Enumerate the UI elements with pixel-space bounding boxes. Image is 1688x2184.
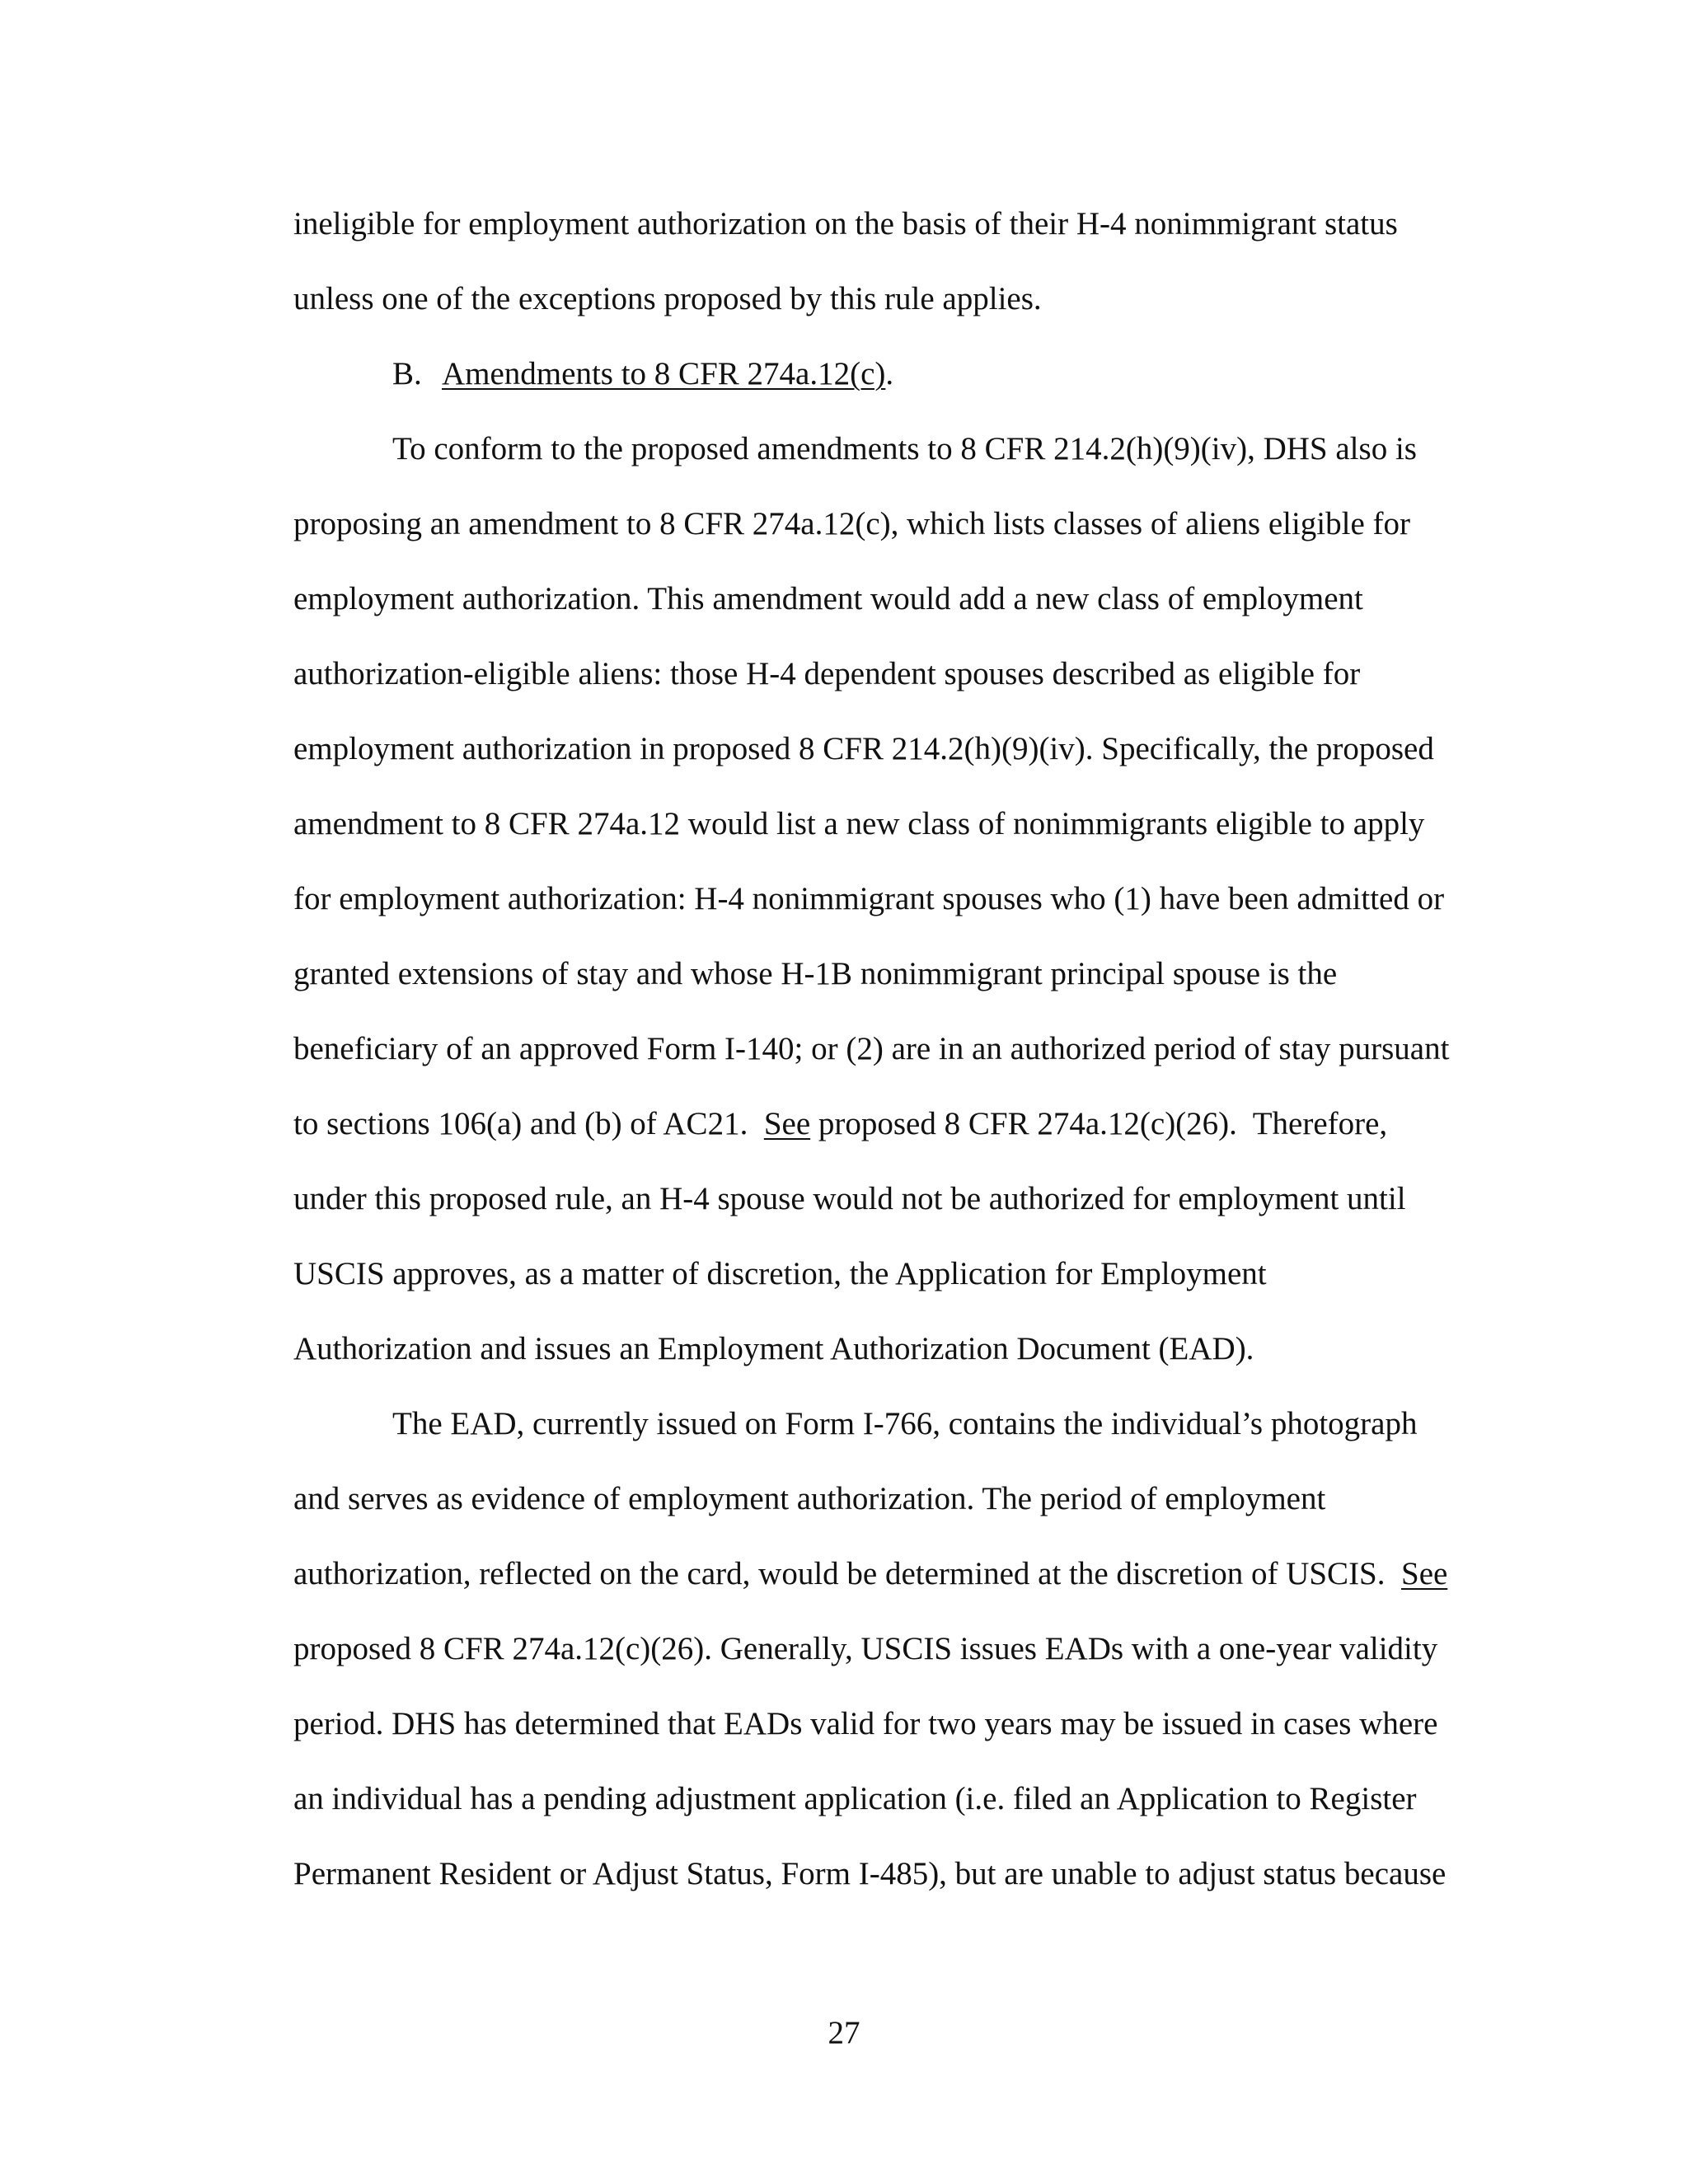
text-segment: authorization, reflected on the card, would be determined at the discretion of USCIS.: [293, 1556, 1401, 1591]
text-line: [293, 1536, 1475, 1611]
see-citation: See: [763, 1106, 811, 1141]
text-line: Permanent Resident or Adjust Status, Form I-485), but are unable to adjust status because: [293, 1856, 1447, 1891]
text-line: [293, 1086, 1475, 1161]
section-heading: [293, 336, 1475, 411]
text-segment: proposed 8 CFR 274a.12(c)(26). Therefore,: [810, 1106, 1388, 1141]
section-title: Amendments to 8 CFR 274a.12(c): [442, 356, 886, 391]
text-line: employment authorization in proposed 8 CFR 214.2(h)(9)(iv). Specifically, the proposed: [293, 731, 1434, 766]
text-line: amendment to 8 CFR 274a.12 would list a new class of nonimmigrants eligible to apply: [293, 806, 1425, 841]
text-line: authorization-eligible aliens: those H-4 dependent spouses described as eligible for: [293, 656, 1361, 691]
text-line: Authorization and issues an Employment Authorization Document (EAD).: [293, 1331, 1254, 1366]
text-line: employment authorization. This amendment would add a new class of employment: [293, 581, 1363, 616]
section-title-period: .: [885, 356, 894, 391]
text-line: ineligible for employment authorization on the basis of their H-4 nonimmigrant status: [293, 206, 1398, 241]
text-line: and serves as evidence of employment authorization. The period of employment: [293, 1481, 1326, 1516]
text-line: an individual has a pending adjustment application (i.e. filed an Application to Register: [293, 1781, 1417, 1816]
text-line: beneficiary of an approved Form I-140; or (2) are in an authorized period of stay pursuant: [293, 1031, 1450, 1066]
section-letter: B.: [392, 356, 422, 391]
page-number: 27: [828, 2015, 860, 2050]
text-line: proposing an amendment to 8 CFR 274a.12(c), which lists classes of aliens eligible for: [293, 506, 1411, 541]
text-line: granted extensions of stay and whose H-1B nonimmigrant principal spouse is the: [293, 956, 1338, 991]
text-line: unless one of the exceptions proposed by this rule applies.: [293, 281, 1042, 316]
body-text: [293, 186, 1475, 1911]
text-line: USCIS approves, as a matter of discretion, the Application for Employment: [293, 1256, 1267, 1291]
text-line: under this proposed rule, an H-4 spouse would not be authorized for employment until: [293, 1181, 1406, 1216]
text-line: proposed 8 CFR 274a.12(c)(26). Generally, USCIS issues EADs with a one-year validity: [293, 1631, 1438, 1666]
text-line: period. DHS has determined that EADs valid for two years may be issued in cases where: [293, 1706, 1438, 1741]
text-segment: to sections 106(a) and (b) of AC21.: [293, 1106, 764, 1141]
text-line: To conform to the proposed amendments to 8 CFR 214.2(h)(9)(iv), DHS also is: [392, 431, 1417, 466]
text-line: The EAD, currently issued on Form I-766, contains the individual’s photograph: [392, 1406, 1418, 1441]
text-line: for employment authorization: H-4 nonimmigrant spouses who (1) have been admitted or: [293, 881, 1445, 916]
see-citation: See: [1401, 1556, 1448, 1591]
